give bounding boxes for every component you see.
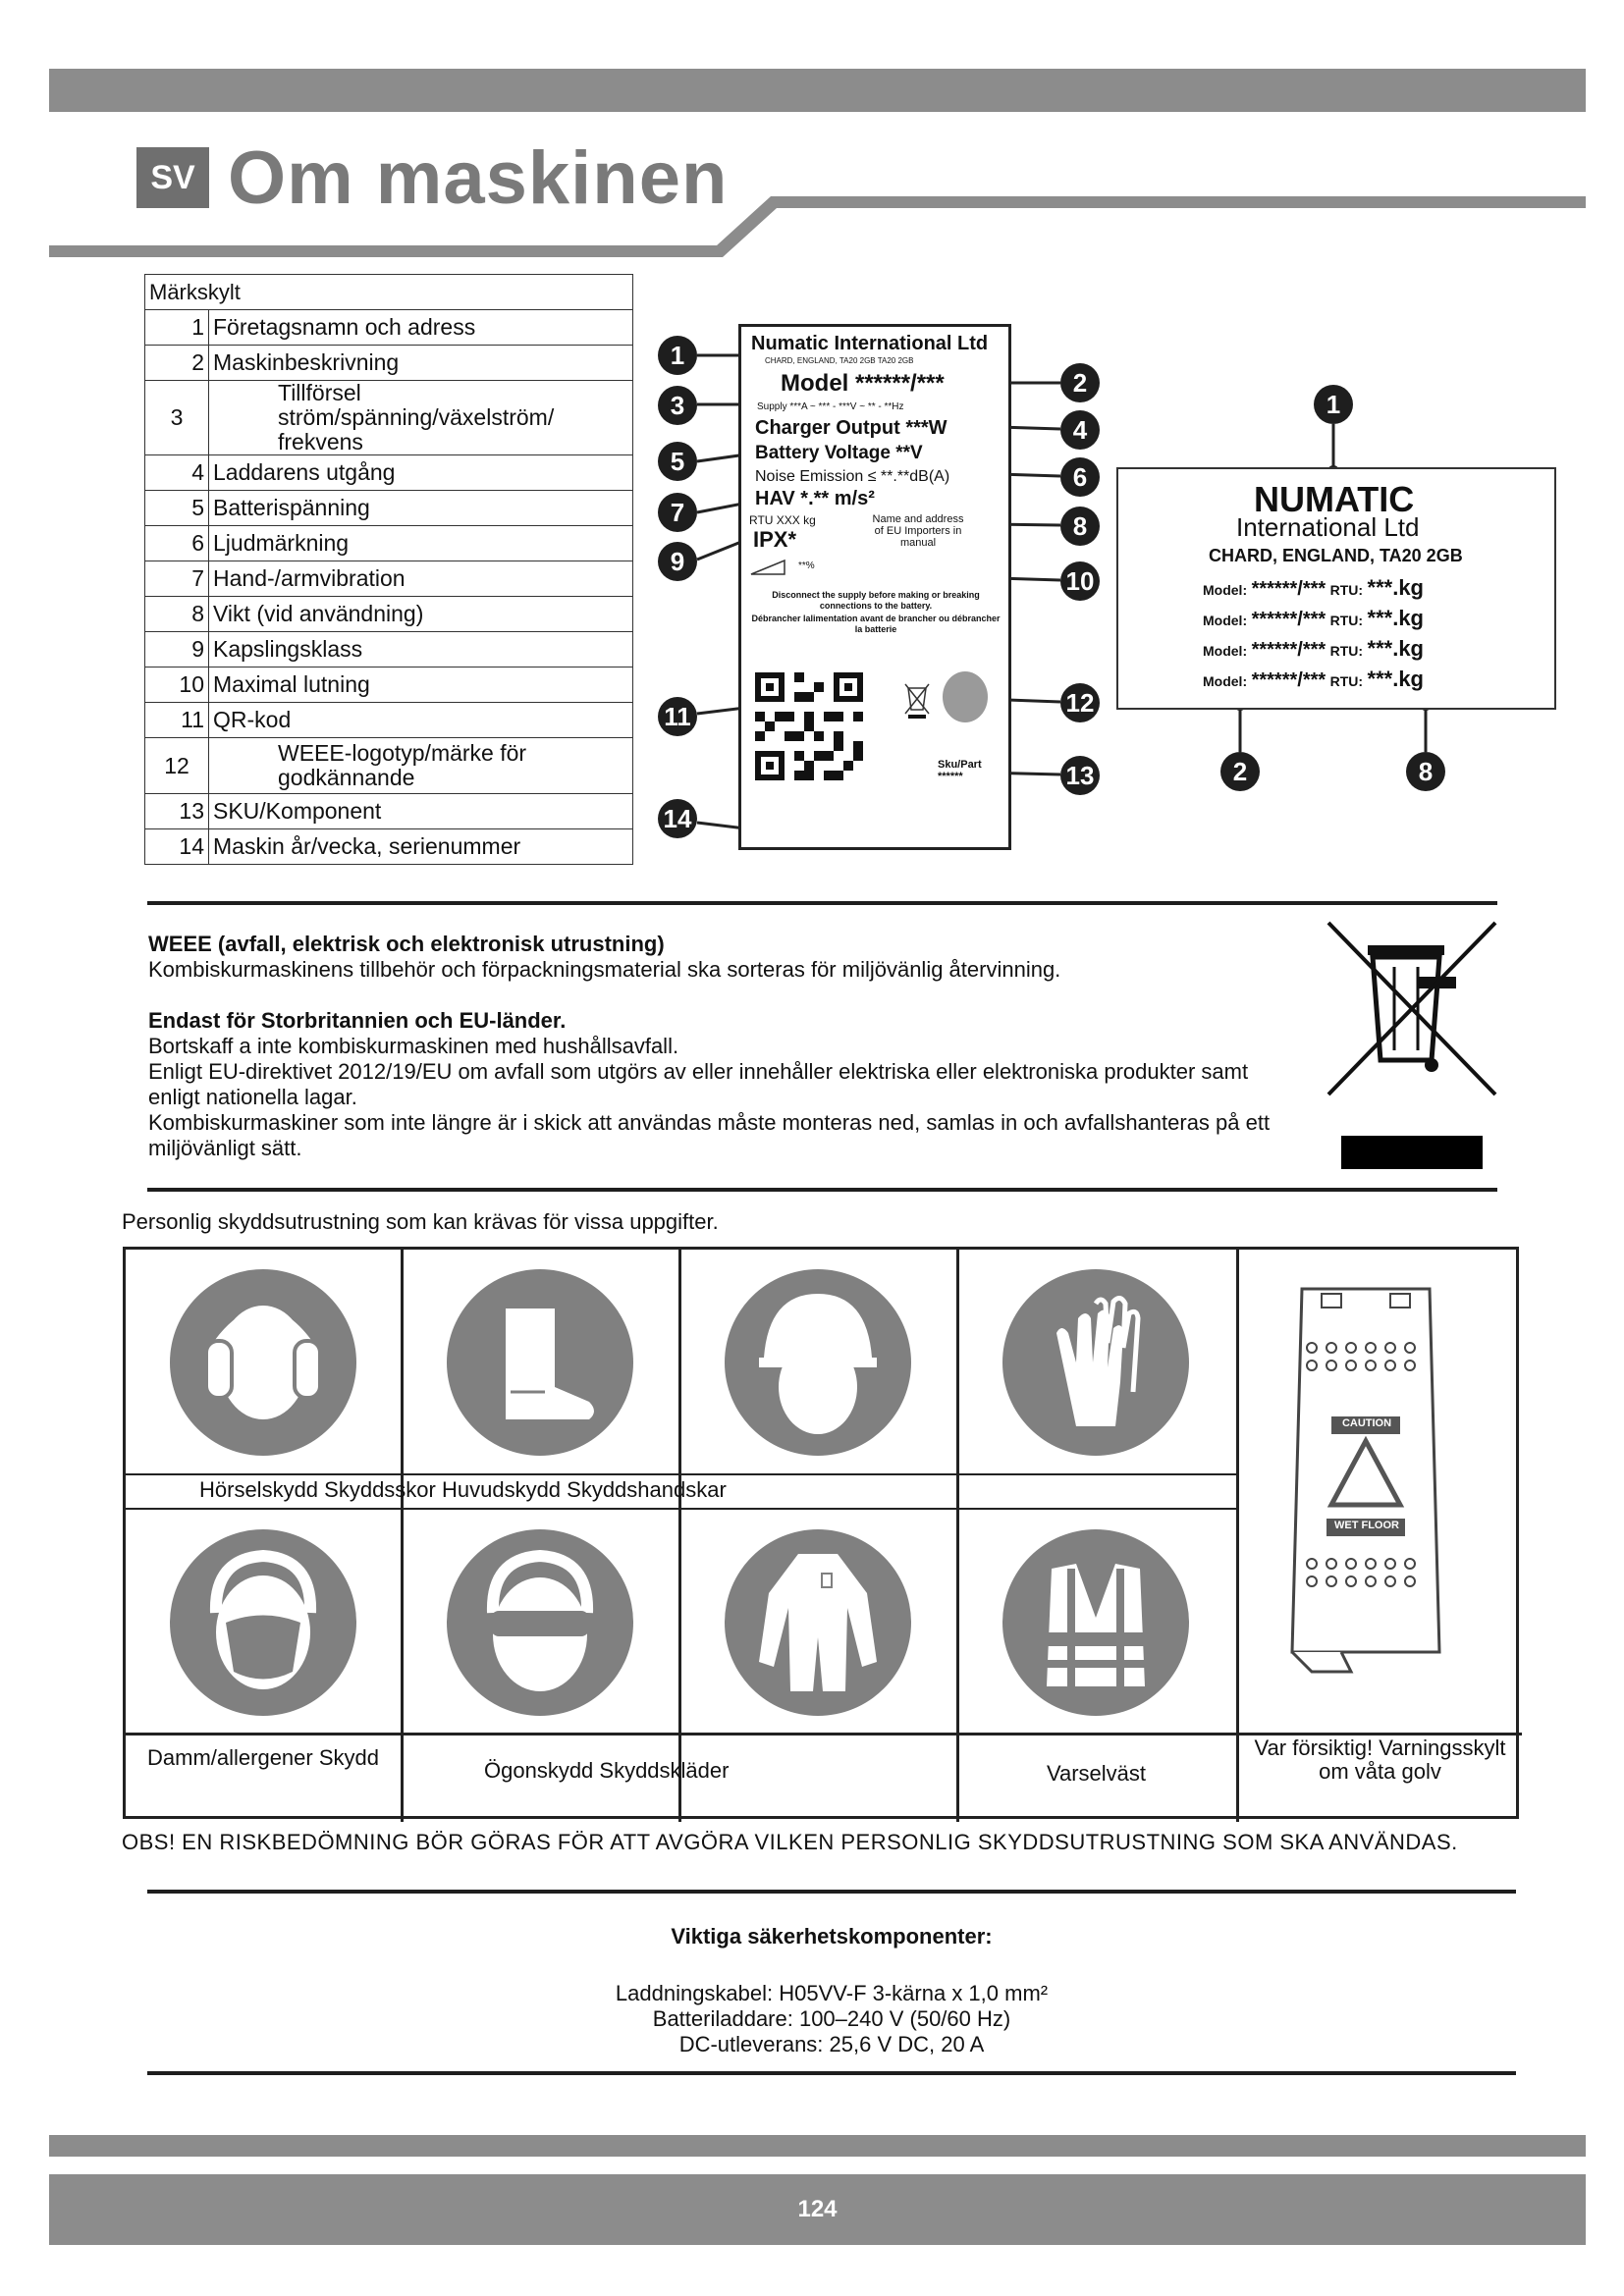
row-text: QR-kod [209, 703, 633, 738]
row-text: Maskinbeskrivning [209, 346, 633, 381]
divider [147, 901, 1497, 905]
callout-8: 8 [1060, 507, 1100, 546]
weee-heading2: Endast för Storbritannien och EU-länder. [148, 1008, 567, 1033]
ppe-row1-labels: Hörselskydd Skyddsskor Huvudskydd Skyddshandskar [199, 1477, 727, 1502]
row-num: 11 [145, 703, 209, 738]
plate-hav: HAV *.** m/s² [755, 488, 875, 509]
dust-mask-icon [165, 1524, 361, 1726]
plate2-model-row [1203, 575, 1424, 601]
table-heading: Märkskylt [145, 275, 633, 310]
weee-crossed-bin-icon [1324, 918, 1500, 1114]
sign-wet-floor-text: WET FLOOR [1334, 1520, 1399, 1531]
plate2-model-row [1203, 606, 1424, 631]
hi-vis-vest-icon [998, 1524, 1194, 1726]
callout-3: 3 [658, 386, 697, 425]
weee-line3: Enligt EU-direktivet 2012/19/EU om avfall som utgörs av eller innehåller elektriska eller elektroniska produkter samt enligt nationella lagar. [148, 1059, 1249, 1109]
divider [147, 1890, 1516, 1894]
plate-charger-output: Charger Output ***W [755, 417, 947, 439]
row-text: Ljudmärkning [209, 526, 633, 561]
rtu-value: ***.kg [1367, 667, 1424, 691]
row-text: Tillförsel ström/spänning/växelström/ frekvens [209, 381, 633, 455]
rtu-value: ***.kg [1367, 636, 1424, 661]
row-num: 9 [145, 632, 209, 667]
plate-model: Model ******/*** [781, 370, 945, 397]
row-num: 10 [145, 667, 209, 703]
plate-noise: Noise Emission ≤ **.**dB(A) [755, 468, 950, 485]
row-num: 12 [145, 738, 209, 794]
plate-ipx: IPX* [753, 527, 797, 552]
plate2-address: CHARD, ENGLAND, TA20 2GB [1209, 546, 1463, 565]
row-text: Maximal lutning [209, 667, 633, 703]
risk-assessment-note: OBS! EN RISKBEDÖMNING BÖR GÖRAS FÖR ATT AVGÖRA VILKEN PERSONLIG SKYDDSUTRUSTNING SOM SKA ANVÄNDAS. [122, 1830, 1458, 1854]
weee-line2: Bortskaff a inte kombiskurmaskinen med hushållsavfall. [148, 1034, 679, 1058]
callout-9: 9 [658, 542, 697, 581]
protective-clothing-icon [720, 1524, 916, 1726]
weee-line4: Kombiskurmaskiner som inte längre är i skick att användas måste monteras ned, samlas in och avfallshanteras på ett miljövänligt sätt. [148, 1110, 1271, 1160]
plate-rtu: RTU XXX kg [749, 513, 816, 527]
model-label: Model: [1203, 613, 1248, 628]
row-num: 14 [145, 829, 209, 865]
plate2-model-row [1203, 636, 1424, 662]
row-num: 3 [145, 381, 209, 455]
plate-company: Numatic International Ltd [751, 333, 989, 354]
plate2-callout-8: 8 [1406, 752, 1445, 791]
wet-floor-sign-icon [1282, 1279, 1449, 1696]
model-value: ******/*** [1251, 669, 1326, 691]
plate-sku-label: Sku/Part [938, 759, 982, 771]
row-text: WEEE-logotyp/märke för godkännande [209, 738, 633, 794]
row-text: Vikt (vid användning) [209, 597, 633, 632]
row-text: Kapslingsklass [209, 632, 633, 667]
ppe-caution-label: Var försiktig! Varningsskylt om våta golv [1254, 1735, 1506, 1784]
callout-4: 4 [1060, 410, 1100, 450]
rtu-label: RTU: [1329, 643, 1364, 659]
model-label: Model: [1203, 582, 1248, 598]
row-num: 2 [145, 346, 209, 381]
row-text: Laddarens utgång [209, 455, 633, 491]
model-value: ******/*** [1251, 639, 1326, 661]
callout-11: 11 [658, 697, 697, 736]
safety-components [147, 1924, 1516, 2057]
callout-14: 14 [658, 799, 697, 838]
footer-bar [49, 2135, 1586, 2157]
rtu-value: ***.kg [1367, 606, 1424, 630]
safety-boots-icon [442, 1264, 638, 1466]
rating-plate-2 [1116, 467, 1556, 710]
row-text: Hand-/armvibration [209, 561, 633, 597]
plate-warning-en: Disconnect the supply before making or breaking connections to the battery. [772, 590, 980, 611]
plate-battery-voltage: Battery Voltage **V [755, 443, 923, 463]
weee-black-bar [1341, 1136, 1483, 1169]
callout-12: 12 [1060, 683, 1100, 722]
row-num: 6 [145, 526, 209, 561]
plate2-callout-2: 2 [1220, 752, 1260, 791]
plate-importer: Name and address of EU Importers in manual [872, 513, 964, 549]
row-text: Företagsnamn och adress [209, 310, 633, 346]
callout-2: 2 [1060, 363, 1100, 402]
plate-slope: **% [798, 561, 815, 571]
row-text: Batterispänning [209, 491, 633, 526]
row-num: 8 [145, 597, 209, 632]
weee-line1: Kombiskurmaskinens tillbehör och förpackningsmaterial ska sorteras för miljövänlig återvinning. [148, 957, 1061, 982]
safety-cable: Laddningskabel: H05VV-F 3-kärna x 1,0 mm² [615, 1981, 1049, 2005]
callout-13: 13 [1060, 756, 1100, 795]
rtu-value: ***.kg [1367, 575, 1424, 600]
safety-title: Viktiga säkerhetskomponenter: [671, 1924, 993, 1949]
row-num: 1 [145, 310, 209, 346]
rtu-label: RTU: [1329, 673, 1364, 689]
sign-caution-text: CAUTION [1341, 1417, 1392, 1429]
eye-protection-icon [442, 1524, 638, 1726]
ppe-grid [123, 1247, 1519, 1819]
plate-warning-fr: Débrancher lalimentation avant de brancher ou débrancher la batterie [751, 614, 1001, 634]
model-label: Model: [1203, 673, 1248, 689]
row-text: Maskin år/vecka, serienummer [209, 829, 633, 865]
plate2-brand: NUMATIC [1254, 479, 1415, 519]
head-protection-icon [720, 1264, 916, 1466]
safety-charger: Batteriladdare: 100–240 V (50/60 Hz) [652, 2006, 1011, 2031]
callout-7: 7 [658, 493, 697, 532]
page-title: Om maskinen [228, 136, 729, 220]
plate-address: CHARD, ENGLAND, TA20 2GB TA20 2GB [765, 356, 914, 365]
hearing-protection-icon [165, 1264, 361, 1466]
ppe-vest-label: Varselväst [1046, 1761, 1147, 1786]
callout-1: 1 [658, 336, 697, 375]
callout-6: 6 [1060, 457, 1100, 497]
plate2-callout-1: 1 [1314, 385, 1353, 424]
divider [147, 2071, 1516, 2075]
page-number: 124 [49, 2174, 1586, 2245]
model-value: ******/*** [1251, 609, 1326, 630]
row-num: 13 [145, 794, 209, 829]
model-label: Model: [1203, 643, 1248, 659]
weee-section [148, 932, 1326, 1161]
plate2-company: International Ltd [1236, 512, 1420, 542]
model-value: ******/*** [1251, 578, 1326, 600]
language-badge: SV [136, 147, 209, 208]
safety-dc: DC-utleverans: 25,6 V DC, 20 A [678, 2032, 985, 2056]
ppe-eye-clothes-label: Ögonskydd Skyddskläder [484, 1758, 730, 1783]
callout-10: 10 [1060, 561, 1100, 601]
ppe-intro: Personlig skyddsutrustning som kan krävas för vissa uppgifter. [122, 1209, 719, 1234]
row-num: 5 [145, 491, 209, 526]
ppe-dust-label: Damm/allergener Skydd [147, 1745, 379, 1770]
plate2-model-row [1203, 667, 1424, 692]
plate-supply: Supply ***A ~ *** - ***V ~ ** - **Hz [757, 401, 904, 412]
row-num: 4 [145, 455, 209, 491]
row-text: SKU/Komponent [209, 794, 633, 829]
weee-heading: WEEE (avfall, elektrisk och elektronisk utrustning) [148, 932, 665, 956]
row-num: 7 [145, 561, 209, 597]
callout-5: 5 [658, 442, 697, 481]
rtu-label: RTU: [1329, 613, 1364, 628]
plate-sku-value: ****** [938, 771, 963, 782]
divider [147, 1188, 1497, 1192]
rtu-label: RTU: [1329, 582, 1364, 598]
protective-gloves-icon [998, 1264, 1194, 1466]
